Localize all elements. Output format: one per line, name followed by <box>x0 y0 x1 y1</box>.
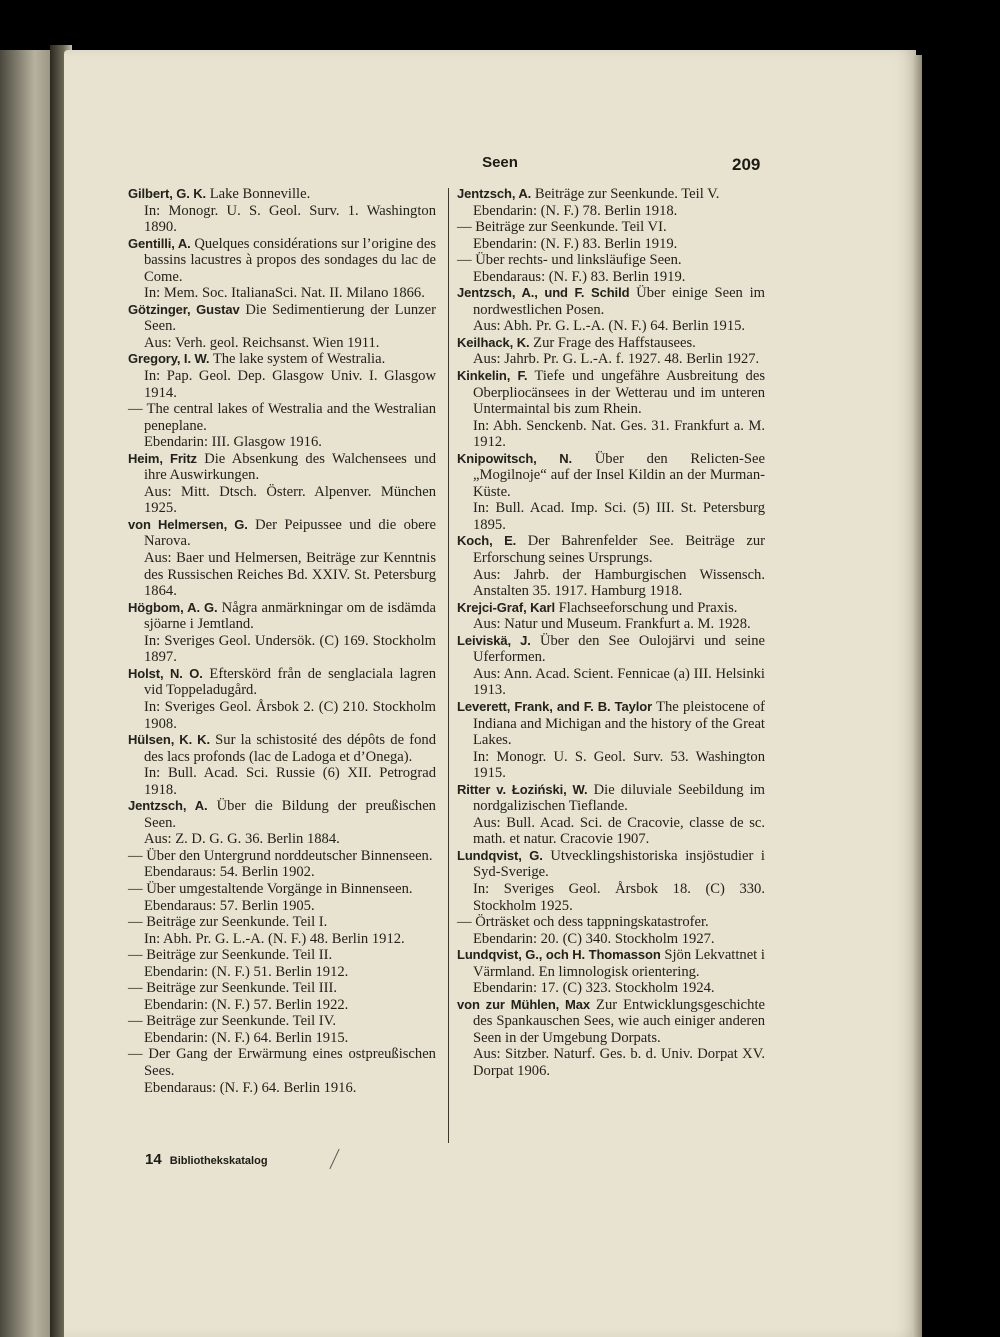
entry-author: Gilbert, G. K. <box>128 186 207 201</box>
entry-source: Aus: Z. D. G. G. 36. Berlin 1884. <box>144 831 340 848</box>
entry-author: Ritter v. Łoziński, W. <box>457 781 588 797</box>
entry-author: Lundqvist, G. <box>457 847 543 863</box>
entry-source: In: Abh. Senckenb. Nat. Ges. 31. Frankfurt a. M. 1912. <box>473 417 765 451</box>
entry-source: Aus: Natur und Museum. Frankfurt a. M. 1928. <box>473 616 751 633</box>
entry-title: Der Peipussee und die obere Narova. <box>144 516 436 550</box>
bibliography-entry <box>457 633 765 699</box>
bibliography-entry <box>457 285 765 335</box>
entry-source: In: Abh. Pr. G. L.-A. (N. F.) 48. Berlin 1912. <box>144 930 405 947</box>
entry-source: Aus: Mitt. Dtsch. Österr. Alpenver. München 1925. <box>144 483 436 517</box>
bibliography-entry <box>128 666 436 732</box>
signature-label: Bibliothekskatalog <box>169 1155 268 1167</box>
entry-author: — <box>457 252 472 269</box>
bibliography-entry <box>457 997 765 1080</box>
entry-title: Beiträge zur Seenkunde. Teil II. <box>146 947 333 964</box>
entry-author: Leiviskä, J. <box>457 632 531 648</box>
entry-source: In: Monogr. U. S. Geol. Surv. 53. Washington 1915. <box>473 748 765 782</box>
entry-source: In: Bull. Acad. Imp. Sci. (5) III. St. Petersburg 1895. <box>473 500 765 533</box>
entry-author: Heim, Fritz <box>128 450 197 466</box>
entry-source: Ebendaraus: 57. Berlin 1905. <box>144 897 315 914</box>
bibliography-entry <box>128 947 436 980</box>
entry-author: von Helmersen, G. <box>128 516 248 532</box>
bibliography-entry <box>457 219 765 252</box>
entry-author: von zur Mühlen, Max <box>457 996 591 1012</box>
entry-author: Jentzsch, A. <box>457 186 532 201</box>
entry-source: Aus: Abh. Pr. G. L.-A. (N. F.) 64. Berlin 1915. <box>473 318 746 335</box>
entry-title: Über einige Seen im nordwestlichen Posen. <box>473 285 765 318</box>
entry-author: Keilhack, K. <box>457 334 530 350</box>
entry-title: Beiträge zur Seenkunde. Teil IV. <box>146 1013 336 1030</box>
entry-title: Beiträge zur Seenkunde. Teil III. <box>146 980 338 997</box>
entry-source: Aus: Bull. Acad. Sci. de Cracovie, classe de sc. math. et natur. Cracovie 1907. <box>473 814 765 848</box>
entry-source: Ebendarin: (N. F.) 64. Berlin 1915. <box>144 1029 349 1046</box>
entry-author: Leverett, Frank, and F. B. Taylor <box>457 698 653 714</box>
entry-source: In: Sveriges Geol. Årsbok 2. (C) 210. Stockholm 1908. <box>144 698 436 732</box>
bibliography-entry <box>128 732 436 798</box>
entry-title: Sjön Lekvattnet i Värmland. En limnologisk orientering. <box>473 947 765 980</box>
entry-title: Utvecklingshistoriska insjöstudier i Syd-Sverige. <box>473 847 765 881</box>
entry-author: — <box>128 1046 143 1063</box>
entry-author: — <box>128 914 143 931</box>
entry-author: Knipowitsch, N. <box>457 450 573 466</box>
entry-source: In: Sveriges Geol. Undersök. (C) 169. Stockholm 1897. <box>144 632 436 666</box>
entry-source: Ebendarin: (N. F.) 78. Berlin 1918. <box>473 202 678 219</box>
entry-author: — <box>128 980 143 997</box>
entry-title: Die Absenkung des Walchensees und ihre Auswirkungen. <box>144 450 436 484</box>
entry-source: Aus: Ann. Acad. Scient. Fennicae (a) III. Helsinki 1913. <box>473 665 765 699</box>
entry-author: — <box>128 401 143 418</box>
bibliography-entry <box>128 798 436 848</box>
entry-title: Die diluviale Seebildung im nordgalizischen Tieflande. <box>473 781 766 815</box>
bibliography-entry <box>128 1013 436 1046</box>
entry-source: Ebendarin: 17. (C) 323. Stockholm 1924. <box>473 980 715 997</box>
running-header: Seen <box>482 154 518 171</box>
entry-author: Högbom, A. G. <box>128 599 218 615</box>
bibliography-entry <box>457 252 765 285</box>
entry-title: Der Bahrenfelder See. Beiträge zur Erforschung seines Ursprungs. <box>473 533 765 567</box>
entry-title: The pleistocene of Indiana and Michigan and the history of the Great Lakes. <box>473 698 766 749</box>
entry-title: Örträsket och dess tappningskatastrofer. <box>475 914 709 931</box>
page-edge <box>912 55 922 1337</box>
bibliography-entry <box>457 947 765 997</box>
entry-source: Ebendarin: (N. F.) 57. Berlin 1922. <box>144 996 349 1013</box>
entry-title: Flachseeforschung und Praxis. <box>558 599 738 616</box>
entry-source: In: Bull. Acad. Sci. Russie (6) XII. Petrograd 1918. <box>144 765 436 798</box>
entry-title: Über die Bildung der preußischen Seen. <box>144 798 436 831</box>
entry-source: In: Sveriges Geol. Årsbok 18. (C) 330. Stockholm 1925. <box>473 880 765 914</box>
entry-title: Über rechts- und linksläufige Seen. <box>475 252 682 269</box>
entry-title: Beiträge zur Seenkunde. Teil VI. <box>475 219 667 236</box>
entry-source: Ebendarin: III. Glasgow 1916. <box>144 434 322 451</box>
entry-title: Tiefe und ungefähre Ausbreitung des Oberpliocänsees in der Wetterau und im unteren Untermaintal bis zum Rhein. <box>473 368 765 418</box>
entry-source: Ebendaraus: (N. F.) 64. Berlin 1916. <box>144 1079 357 1096</box>
entry-source: Aus: Jahrb. Pr. G. L.-A. f. 1927. 48. Berlin 1927. <box>473 351 760 368</box>
entry-title: Lake Bonneville. <box>209 186 311 202</box>
entry-title: The central lakes of Westralia and the Westralian peneplane. <box>144 401 436 434</box>
entry-author: Jentzsch, A. <box>128 798 208 814</box>
entry-author: Lundqvist, G., och H. Thomasson <box>457 947 661 963</box>
bibliography-entry <box>457 600 765 633</box>
entry-source: Ebendaraus: 54. Berlin 1902. <box>144 864 315 881</box>
entry-author: — <box>128 1013 143 1030</box>
signature-number: 14 <box>145 1151 162 1168</box>
right-column <box>457 186 765 1080</box>
printer-signature <box>145 1151 268 1168</box>
bibliography-entry <box>128 451 436 517</box>
entry-title: The lake system of Westralia. <box>212 351 386 368</box>
bibliography-entry <box>128 980 436 1013</box>
bibliography-entry <box>128 914 436 947</box>
entry-title: Efterskörd från de senglaciala lagren vid Toppeladugård. <box>144 665 437 699</box>
entry-title: Über den See Oulojärvi und seine Uferformen. <box>473 632 766 666</box>
bibliography-entry <box>128 302 436 352</box>
entry-title: Zur Frage des Haffstausees. <box>533 334 696 351</box>
bibliography-entry <box>128 401 436 451</box>
bibliography-entry <box>457 699 765 782</box>
entry-author: Hülsen, K. K. <box>128 732 210 748</box>
entry-author: Jentzsch, A., und F. Schild <box>457 285 630 301</box>
entry-author: — <box>128 947 143 964</box>
entry-author: — <box>128 847 143 864</box>
entry-source: Ebendarin: (N. F.) 83. Berlin 1919. <box>473 235 678 252</box>
entry-author: Gregory, I. W. <box>128 351 210 367</box>
entry-title: Quelques considérations sur l’origine des bassins lacustres à propos des sondages du lac de Come. <box>144 235 436 285</box>
bibliography-entry <box>128 236 436 302</box>
entry-source: In: Mem. Soc. ItalianaSci. Nat. II. Milano 1866. <box>144 285 425 302</box>
entry-source: In: Pap. Geol. Dep. Glasgow Univ. I. Glasgow 1914. <box>144 368 436 401</box>
bibliography-entry <box>457 451 765 534</box>
entry-title: Några anmärkningar om de isdämda sjöarne i Jemtland. <box>144 599 436 633</box>
entry-author: Koch, E. <box>457 533 517 549</box>
bibliography-entry <box>128 351 436 401</box>
entry-title: Über den Untergrund norddeutscher Binnenseen. <box>146 847 433 864</box>
bibliography-entry <box>128 517 436 600</box>
entry-author: — <box>457 219 472 236</box>
bibliography-entry <box>457 368 765 451</box>
bibliography-entry <box>457 335 765 368</box>
entry-title: Über umgestaltende Vorgänge in Binnenseen. <box>146 880 413 897</box>
column-divider <box>448 188 449 1143</box>
entry-author: Krejci-Graf, Karl <box>457 599 556 615</box>
entry-author: Holst, N. O. <box>128 665 203 681</box>
bibliography-entry <box>128 881 436 914</box>
bibliography-entry <box>128 848 436 881</box>
bibliography-entry <box>457 848 765 914</box>
bibliography-entry <box>128 186 436 236</box>
entry-source: Ebendarin: (N. F.) 51. Berlin 1912. <box>144 963 349 980</box>
bibliography-entry <box>457 914 765 947</box>
entry-author: — <box>128 880 143 897</box>
entry-title: Über den Relicten-See „Mogilnoje“ auf der Insel Kildin an der Murman-Küste. <box>473 450 765 500</box>
entry-source: Aus: Verh. geol. Reichsanst. Wien 1911. <box>144 334 380 351</box>
entry-source: In: Monogr. U. S. Geol. Surv. 1. Washington 1890. <box>144 202 436 236</box>
bibliography-entry <box>457 533 765 599</box>
entry-author: Kinkelin, F. <box>457 368 528 384</box>
entry-title: Beiträge zur Seenkunde. Teil I. <box>146 914 328 931</box>
bibliography-entry <box>457 186 765 219</box>
entry-author: Götzinger, Gustav <box>128 301 240 317</box>
entry-source: Ebendaraus: (N. F.) 83. Berlin 1919. <box>473 268 686 285</box>
entry-source: Ebendarin: 20. (C) 340. Stockholm 1927. <box>473 930 715 947</box>
bibliography-entry <box>457 782 765 848</box>
entry-author: Gentilli, A. <box>128 235 191 251</box>
entry-title: Zur Entwicklungsgeschichte des Spankauschen Sees, wie auch einiger anderen Seen in der Umgebung Dorpats. <box>473 996 765 1046</box>
entry-title: Die Sedimentierung der Lunzer Seen. <box>144 301 436 335</box>
entry-title: Der Gang der Erwärmung eines ostpreußischen Sees. <box>144 1046 436 1079</box>
entry-source: Aus: Jahrb. der Hamburgischen Wissensch. Anstalten 35. 1917. Hamburg 1918. <box>473 566 765 600</box>
left-column <box>128 186 436 1096</box>
entry-source: Aus: Baer und Helmersen, Beiträge zur Kenntnis des Russischen Reiches Bd. XXIV. St. Petersburg 1864. <box>144 550 436 600</box>
entry-title: Beiträge zur Seenkunde. Teil V. <box>534 186 720 202</box>
entry-source: Aus: Sitzber. Naturf. Ges. b. d. Univ. Dorpat XV. Dorpat 1906. <box>473 1046 765 1079</box>
entry-author: — <box>457 914 472 931</box>
bibliography-entry <box>128 1046 436 1096</box>
entry-title: Sur la schistosité des dépôts de fond des lacs profonds (lac de Ladoga et d’Onega). <box>144 732 436 765</box>
page-number: 209 <box>732 155 761 174</box>
bibliography-entry <box>128 600 436 666</box>
